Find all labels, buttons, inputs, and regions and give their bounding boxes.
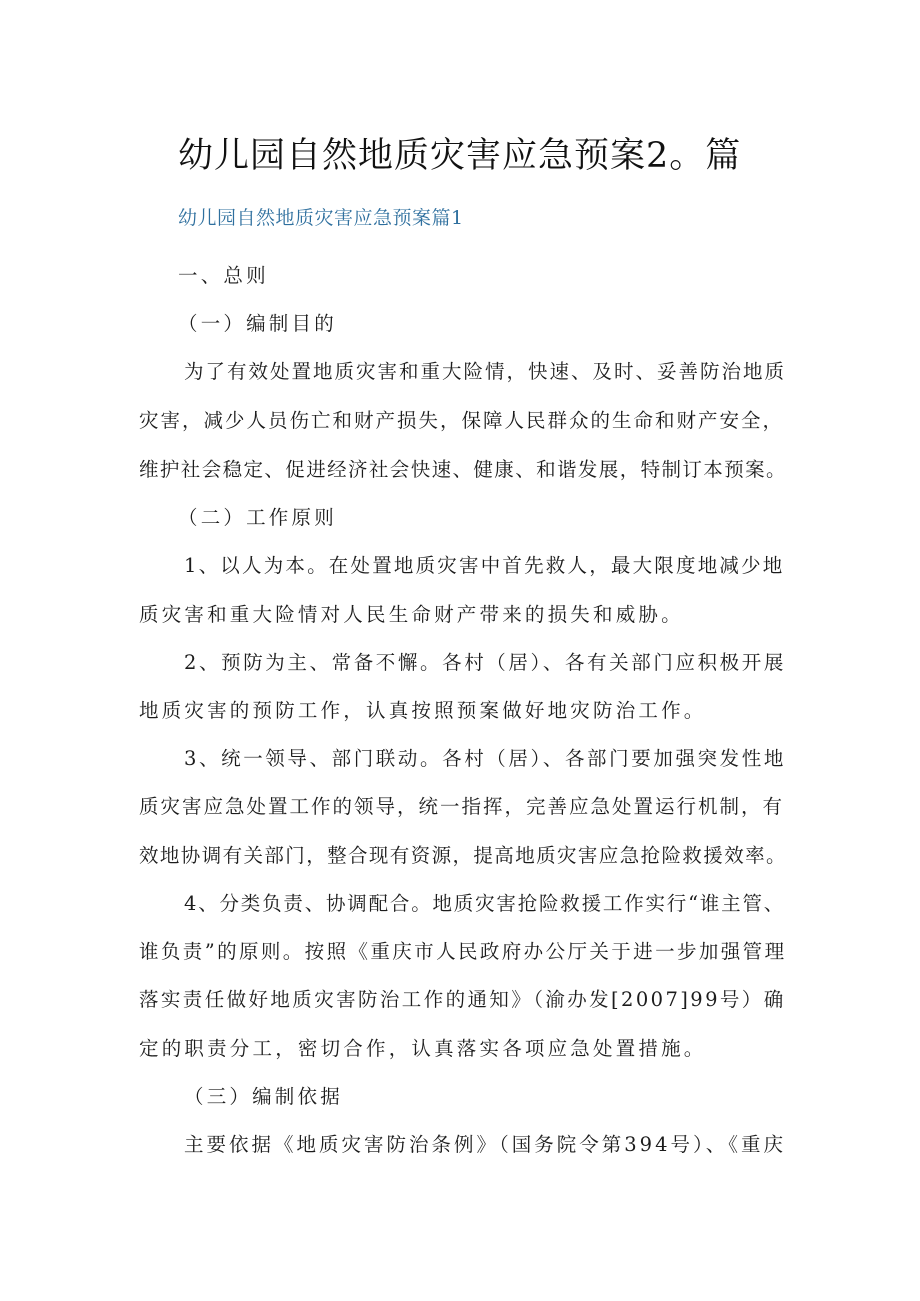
subsection-heading: （三）编制依据 <box>184 1085 343 1108</box>
document-subtitle: 幼儿园自然地质灾害应急预案篇1 <box>178 207 464 229</box>
paragraph-line: 谁负责”的原则。按照《重庆市人民政府办公厅关于进一步加强管理 <box>139 940 787 963</box>
paragraph-line: 主要依据《地质灾害防治条例》（国务院令第394号）、《重庆 <box>184 1133 786 1156</box>
paragraph-line: 维护社会稳定、促进经济社会快速、健康、和谐发展，特制订本预案。 <box>139 458 787 481</box>
paragraph-line: 3、统一领导、部门联动。各村（居）、各部门要加强突发性地 <box>184 747 786 770</box>
paragraph-line: 质灾害和重大险情对人民生命财产带来的损失和威胁。 <box>139 603 684 626</box>
paragraph-line: 落实责任做好地质灾害防治工作的通知》（渝办发[2007]99号）确 <box>139 988 786 1011</box>
paragraph-line: 地质灾害的预防工作，认真按照预案做好地灾防治工作。 <box>139 699 707 722</box>
paragraph-line: 灾害，减少人员伤亡和财产损失，保障人民群众的生命和财产安全， <box>139 409 785 432</box>
subsection-heading: （一）编制目的 <box>178 312 337 335</box>
document-title: 幼儿园自然地质灾害应急预案2。篇 <box>178 136 742 176</box>
paragraph-line: 定的职责分工，密切合作，认真落实各项应急处置措施。 <box>139 1037 707 1060</box>
paragraph-line: 1、以人为本。在处置地质灾害中首先救人，最大限度地减少地 <box>184 554 785 577</box>
paragraph-line: 质灾害应急处置工作的领导，统一指挥，完善应急处置运行机制，有 <box>139 795 785 818</box>
paragraph-line: 4、分类负责、协调配合。地质灾害抢险救援工作实行“谁主管、 <box>184 892 786 915</box>
subsection-heading: （二）工作原则 <box>178 506 337 529</box>
section-heading: 一、总则 <box>178 264 269 287</box>
paragraph-line: 效地协调有关部门，整合现有资源，提高地质灾害应急抢险救援效率。 <box>139 844 787 867</box>
paragraph-line: 2、预防为主、常备不懈。各村（居）、各有关部门应积极开展 <box>184 651 786 674</box>
paragraph-line: 为了有效处置地质灾害和重大险情，快速、及时、妥善防治地质 <box>184 360 787 383</box>
